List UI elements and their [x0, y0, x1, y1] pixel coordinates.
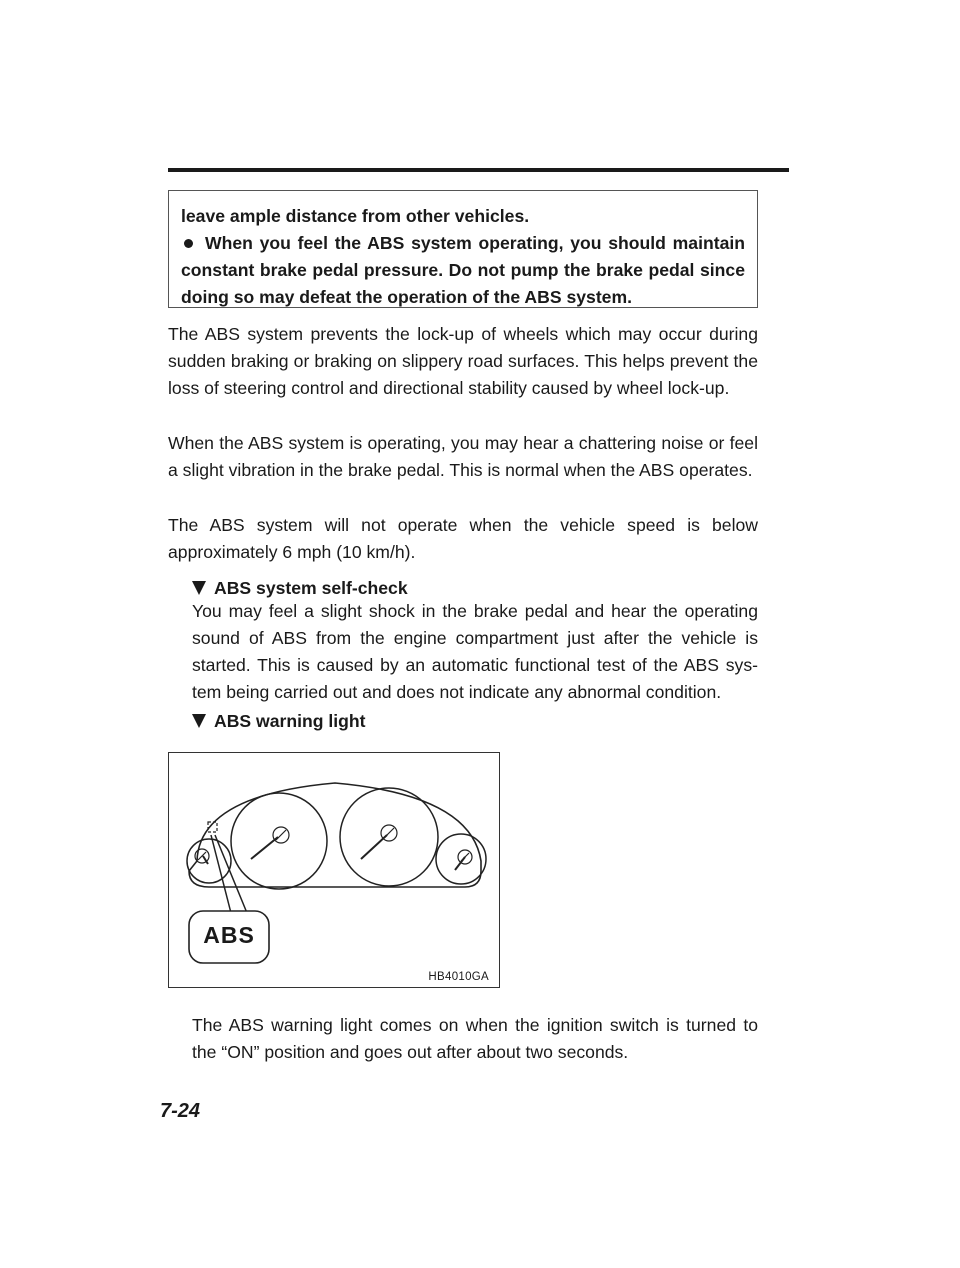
heading-self-check [192, 577, 408, 599]
warning-bullet [181, 230, 745, 311]
figure-code: HB4010GA [428, 971, 489, 983]
warning-intro: leave ample distance from other vehicles. [181, 206, 530, 226]
paragraph-abs-purpose: The ABS system prevents the lock-up of wheels which may occur during sudden braking or braking on slippery road surfaces. This helps prevent the loss of steering control and directional stability caused by wheel lock-up. [168, 324, 758, 398]
heading-warning-light-text: ABS warning light [214, 711, 366, 731]
heading-warning-light [192, 710, 366, 732]
paragraph-self-check: You may feel a slight shock in the brake pedal and hear the operating sound of ABS from the engine compartment just after the vehicle is started. This is caused by an automatic functional test of the ABS sys-tem being carried out and does not indicate any abnormal condition. [192, 601, 758, 702]
instrument-cluster-figure [168, 752, 500, 988]
abs-label: ABS [203, 921, 255, 948]
top-rule [168, 168, 789, 172]
paragraph-warning-light: The ABS warning light comes on when the ignition switch is turned to the “ON” position and goes out after about two seconds. [192, 1015, 758, 1062]
warning-bullet-text: When you feel the ABS system operating, you should maintain constant brake pedal pressure. Do not pump the brake pedal since doing so may defeat the operation of the ABS system. [181, 233, 745, 307]
bullet-dot-icon [184, 239, 193, 248]
heading-self-check-text: ABS system self-check [214, 578, 408, 598]
triangle-down-icon [192, 581, 206, 595]
page-number: 7-24 [160, 1100, 201, 1122]
warning-box [168, 190, 758, 308]
triangle-down-icon [192, 714, 206, 728]
paragraph-abs-noise: When the ABS system is operating, you may hear a chattering noise or feel a slight vibration in the brake pedal. This is normal when the ABS operates. [168, 433, 758, 480]
paragraph-abs-speed: The ABS system will not operate when the vehicle speed is below approximately 6 mph (10 km/h). [168, 515, 758, 562]
